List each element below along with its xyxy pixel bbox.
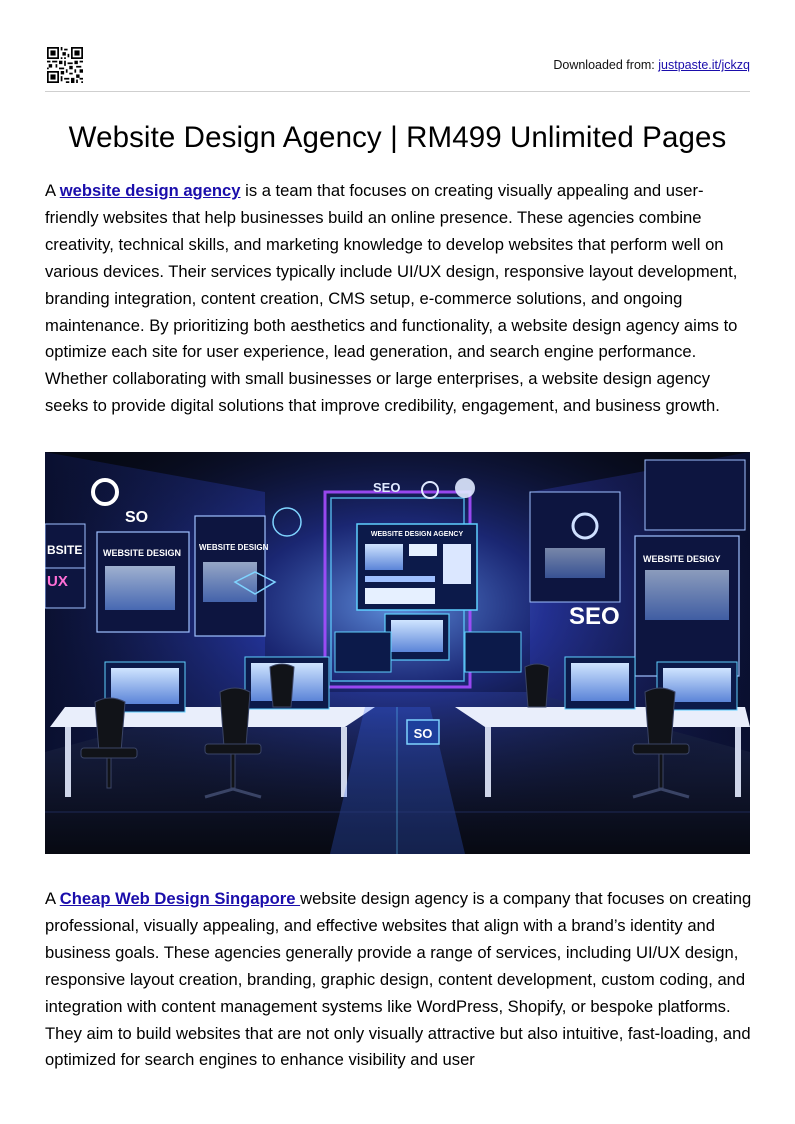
left-panel-2-text: WEBSITE DESIGN <box>199 543 269 552</box>
hero-image <box>45 452 750 854</box>
para2-lead: A <box>45 889 60 908</box>
download-source <box>553 58 750 72</box>
second-paragraph <box>45 886 755 1074</box>
top-seo-text: SEO <box>373 480 401 495</box>
para1-lead: A <box>45 181 60 200</box>
page-header <box>45 45 750 92</box>
intro-paragraph <box>45 178 755 420</box>
para1-body: is a team that focuses on creating visually appealing and user-friendly websites that help businesses build an online presence. These agencies combine creativity, technical skills, and marketing knowledge to develop websites that perform well on various devices. Their services typically include UI/UX design, responsive layout development, branding integration, content creation, CMS setup, e-commerce solutions, and ongoing maintenance. By prioritizing both aesthetics and functionality, a website design agency aims to optimize each site for user experience, lead generation, and search engine performance. Whether collaborating with small businesses or large enterprises, a website design agency seeks to provide digital solutions that improve credibility, engagement, and business growth. <box>45 181 738 416</box>
left-ux-text: UX <box>47 573 68 590</box>
right-panel-text: WEBSITE DESIGY <box>643 554 721 564</box>
para2-body: website design agency is a company that focuses on creating professional, visually appealing, and effective websites that align with a brand’s identity and business goals. These agencies generally provide a range of services, including UI/UX design, responsive layout creation, branding, graphic design, content development, custom coding, and integration with content management systems like WordPress, Shopify, or bespoke platforms. They aim to build websites that are not only visually attractive but also intuitive, fast-loading, and optimized for search engines to enhance visibility and user <box>45 889 752 1070</box>
source-link[interactable]: justpaste.it/jckzq <box>658 58 750 72</box>
qr-code-icon[interactable] <box>47 47 83 83</box>
website-design-agency-link[interactable]: website design agency <box>59 181 241 200</box>
floor-so-text: SO <box>413 726 433 741</box>
left-edge-text: BSITE <box>47 543 83 557</box>
office-illustration <box>45 452 750 854</box>
left-panel-1-text: WEBSITE DESIGN <box>103 548 182 558</box>
left-so-text: SO <box>125 509 149 526</box>
download-label: Downloaded from: <box>553 58 655 72</box>
right-seo-text: SEO <box>569 603 620 630</box>
cheap-web-design-singapore-link[interactable]: Cheap Web Design Singapore <box>59 889 301 908</box>
banner-text: WEBSITE DESIGN AGENCY <box>370 531 464 538</box>
page-title: Website Design Agency | RM499 Unlimited Pages <box>68 121 727 154</box>
